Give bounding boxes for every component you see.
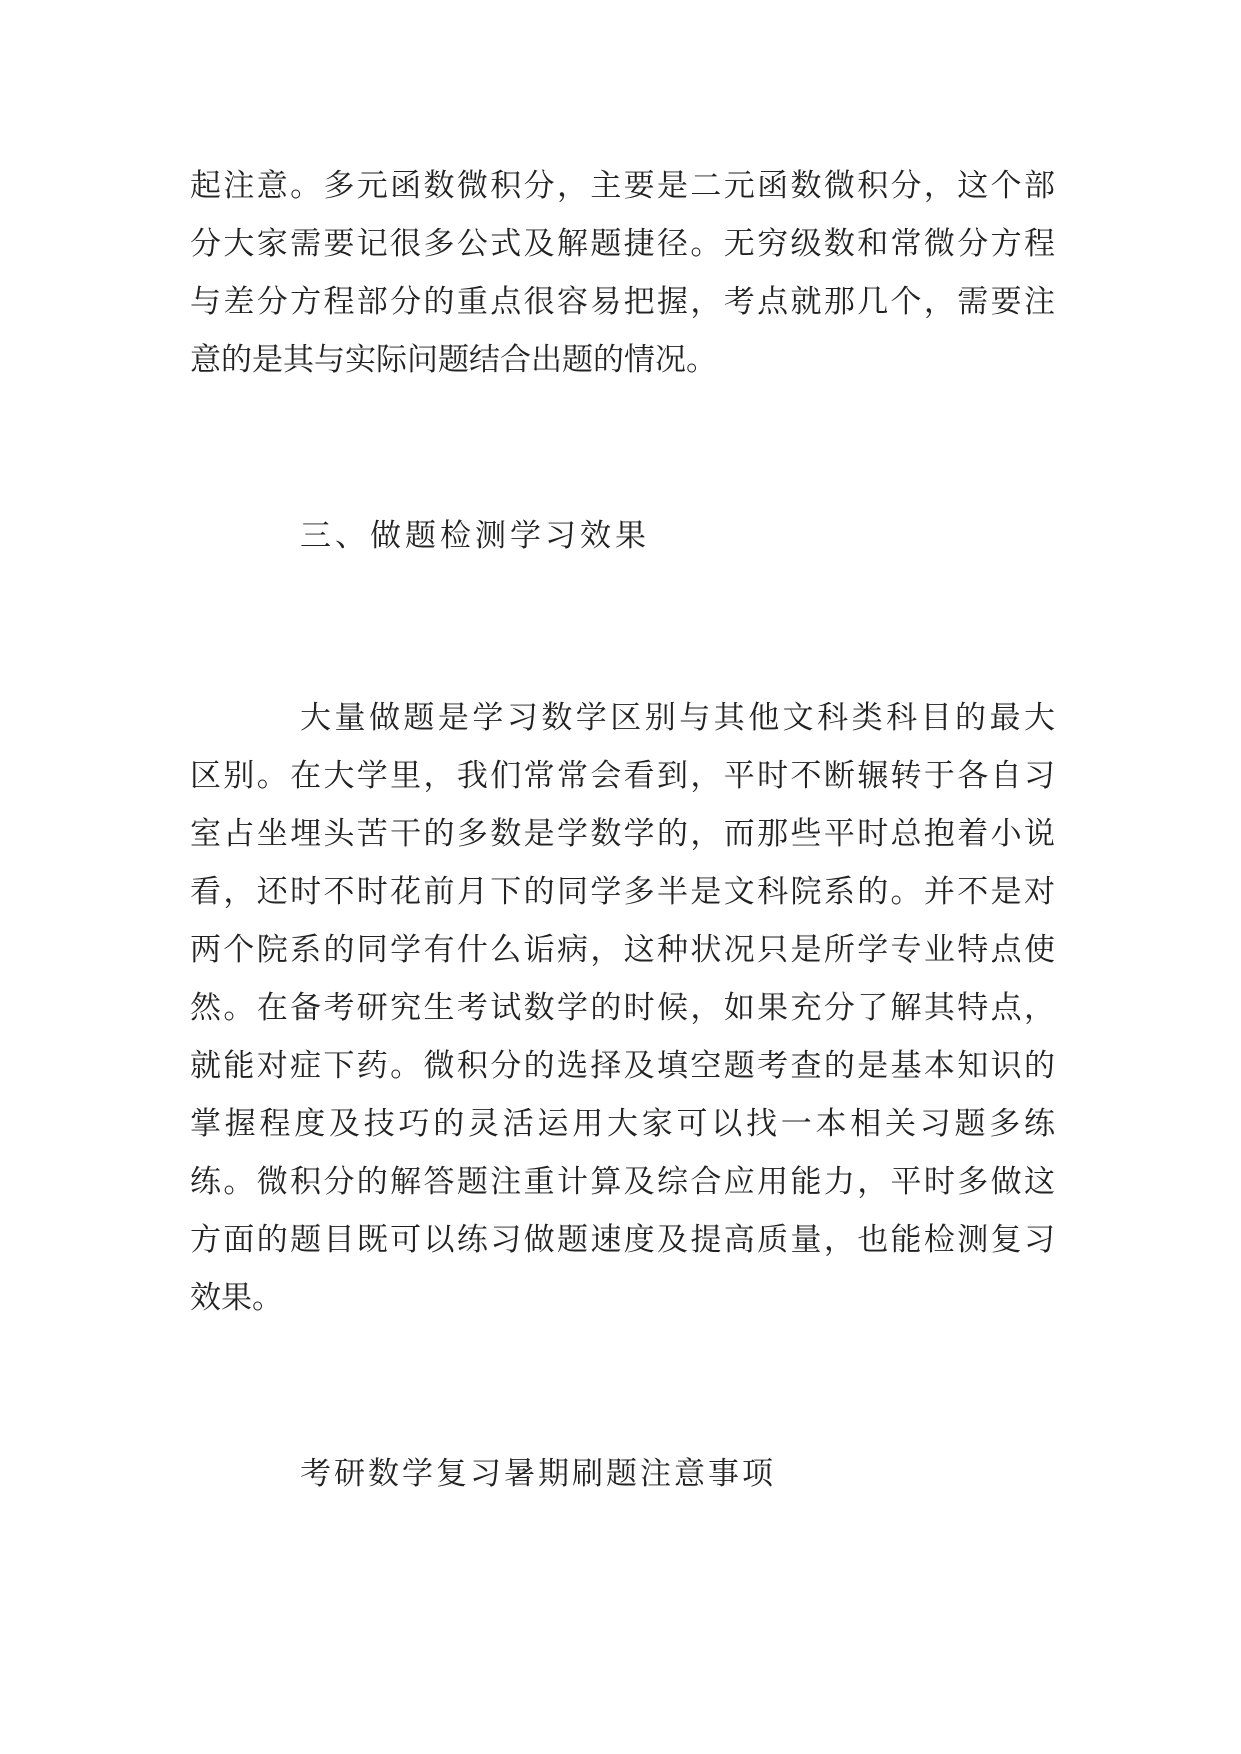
text-line: 与差分方程部分的重点很容易把握，考点就那几个，需要注 xyxy=(190,284,1055,320)
text-line: 看，还时不时花前月下的同学多半是文科院系的。并不是对 xyxy=(190,874,1055,910)
section-heading: 三、做题检测学习效果 xyxy=(300,518,650,554)
article-title: 考研数学复习暑期刷题注意事项 xyxy=(300,1456,776,1492)
text-line: 方面的题目既可以练习做题速度及提高质量，也能检测复习 xyxy=(190,1222,1055,1258)
text-line: 区别。在大学里，我们常常会看到，平时不断辗转于各自习 xyxy=(190,758,1055,794)
text-line: 分大家需要记很多公式及解题捷径。无穷级数和常微分方程 xyxy=(190,226,1055,262)
text-line: 就能对症下药。微积分的选择及填空题考查的是基本知识的 xyxy=(190,1048,1055,1084)
text-line: 起注意。多元函数微积分，主要是二元函数微积分，这个部 xyxy=(190,168,1055,204)
text-line: 然。在备考研究生考试数学的时候，如果充分了解其特点， xyxy=(190,990,1055,1026)
text-line: 效果。 xyxy=(190,1280,283,1316)
text-line: 意的是其与实际问题结合出题的情况。 xyxy=(190,342,717,378)
text-line: 两个院系的同学有什么诟病，这种状况只是所学专业特点使 xyxy=(190,932,1055,968)
text-line: 室占坐埋头苦干的多数是学数学的，而那些平时总抱着小说 xyxy=(190,816,1055,852)
text-line: 掌握程度及技巧的灵活运用大家可以找一本相关习题多练 xyxy=(190,1106,1055,1142)
text-line: 大量做题是学习数学区别与其他文科类科目的最大 xyxy=(300,700,1055,736)
text-line: 练。微积分的解答题注重计算及综合应用能力，平时多做这 xyxy=(190,1164,1055,1200)
